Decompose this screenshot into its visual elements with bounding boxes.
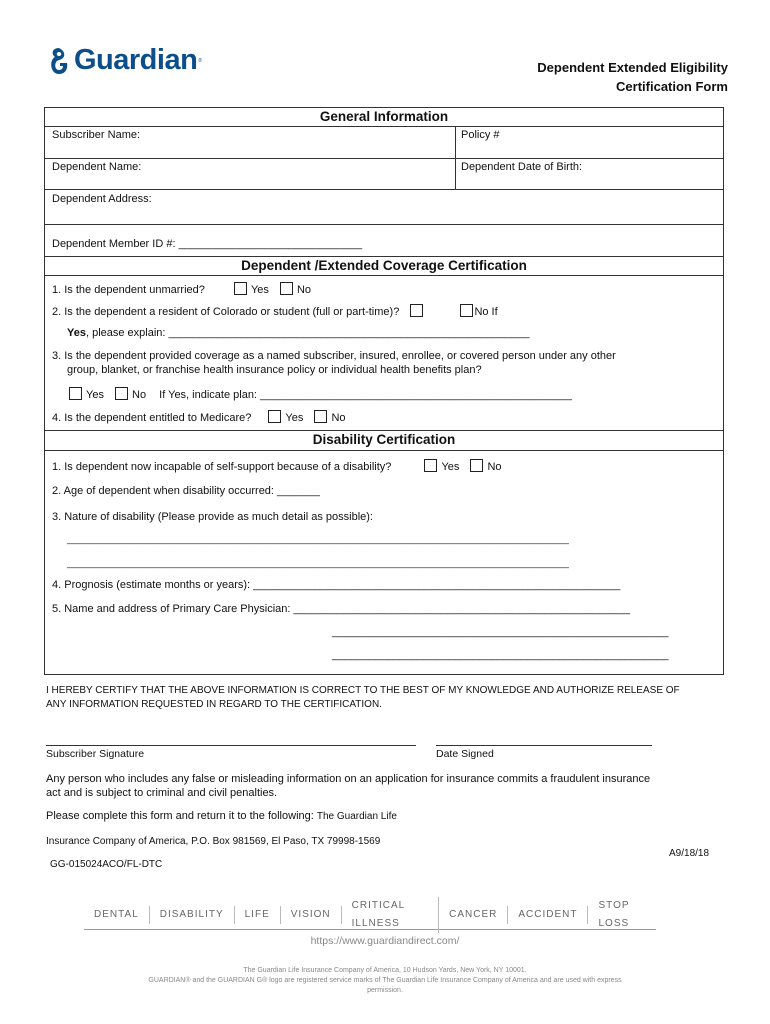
- no-label: No: [296, 284, 312, 296]
- divider: [45, 224, 723, 225]
- disability-q4-field[interactable]: 4. Prognosis (estimate months or years): ____________________________________________________________: [52, 579, 621, 591]
- disability-no-checkbox[interactable]: [470, 459, 483, 472]
- no-if-label: No If: [474, 306, 498, 318]
- if-yes-plan-field[interactable]: If Yes, indicate plan: ___________________________________________________: [159, 389, 573, 401]
- yes-label: Yes: [86, 389, 104, 401]
- guardian-logo: [48, 44, 202, 77]
- legal-notice: [100, 966, 670, 996]
- disability-heading: Disability Certification: [312, 432, 456, 447]
- nav-life[interactable]: LIFE: [235, 906, 281, 924]
- nav-disability[interactable]: DISABILITY: [150, 906, 235, 924]
- coverage-q4-text: 4. Is the dependent entitled to Medicare?: [52, 412, 252, 424]
- legal-line-3: permission.: [367, 987, 403, 994]
- divider: [45, 189, 723, 190]
- disability-q2-field[interactable]: 2. Age of dependent when disability occurred: _______: [52, 485, 320, 497]
- coverage-q4: [52, 410, 346, 424]
- signature-line[interactable]: [46, 745, 416, 746]
- coverage-q1: [52, 282, 311, 296]
- disability-q1-text: 1. Is dependent now incapable of self-support because of a disability?: [52, 461, 392, 473]
- please-explain-text: , please explain: ___________________________________________________________: [85, 327, 530, 339]
- q2-yes-checkbox[interactable]: [410, 304, 423, 317]
- yes-bold-label: Yes: [67, 327, 86, 339]
- yes-label: Yes: [250, 284, 269, 296]
- q4-yes-checkbox[interactable]: [268, 410, 281, 423]
- q3-no-checkbox[interactable]: [115, 387, 128, 400]
- disability-yes-checkbox[interactable]: [424, 459, 437, 472]
- disability-q3-blank-1[interactable]: _______________________________________________________________________________________________: [67, 534, 569, 545]
- no-label: No: [331, 412, 346, 424]
- coverage-q2: [52, 304, 498, 318]
- guardian-g-icon: [48, 46, 70, 76]
- return-line: Please complete this form and return it to the following:: [46, 810, 314, 822]
- product-nav: [84, 900, 656, 930]
- coverage-q3-line2: group, blanket, or franchise health insurance policy or individual health benefits plan?: [67, 364, 482, 376]
- disability-q5-blank-2[interactable]: _______________________________________________________: [332, 649, 669, 661]
- disability-q5-blank-1[interactable]: _______________________________________________________: [332, 626, 669, 638]
- divider: [45, 430, 723, 431]
- logo-trademark: ®: [198, 57, 202, 64]
- yes-label: Yes: [285, 412, 304, 424]
- date-signed-line[interactable]: [436, 745, 652, 746]
- divider: [45, 126, 723, 127]
- coverage-q3-options: [69, 387, 572, 401]
- coverage-q3-line1: 3. Is the dependent provided coverage as a named subscriber, insured, enrollee, or covered person under any other: [52, 350, 616, 362]
- divider: [45, 275, 723, 276]
- general-info-heading: General Information: [319, 109, 449, 124]
- no-label: No: [487, 461, 502, 473]
- subscriber-name-field[interactable]: Subscriber Name:: [52, 129, 141, 141]
- form-code: GG-015024ACO/FL-DTC: [50, 859, 163, 870]
- coverage-q1-text: 1. Is the dependent unmarried?: [52, 284, 205, 296]
- fraud-line-1: Any person who includes any false or misleading information on an application for insurance commits a fraudulent insurance: [46, 773, 651, 785]
- nav-stop-loss[interactable]: STOP LOSS: [598, 899, 630, 929]
- website-link[interactable]: https://www.guardiandirect.com/: [310, 935, 460, 947]
- certify-line-2: ANY INFORMATION REQUESTED IN REGARD TO THE CERTIFICATION.: [46, 699, 382, 710]
- nav-critical-illness[interactable]: CRITICAL ILLNESS: [342, 897, 439, 933]
- legal-line-2: GUARDIAN® and the GUARDIAN G® logo are registered service marks of The Guardian Life Insurance Company of America and are used with express: [148, 977, 622, 984]
- fraud-line-2: act and is subject to criminal and civil penalties.: [46, 787, 278, 799]
- no-label: No: [132, 389, 147, 401]
- subscriber-signature-label: Subscriber Signature: [46, 748, 145, 760]
- return-instructions: [46, 810, 397, 822]
- divider: [45, 256, 723, 257]
- dependent-address-field[interactable]: Dependent Address:: [52, 193, 152, 205]
- policy-number-field[interactable]: Policy #: [461, 129, 500, 141]
- yes-label: Yes: [441, 461, 460, 473]
- nav-cancer[interactable]: CANCER: [439, 906, 508, 924]
- disability-q5-field[interactable]: 5. Name and address of Primary Care Physician: _______________________________________________________: [52, 603, 630, 615]
- coverage-q2-text: 2. Is the dependent a resident of Colorado or student (full or part-time)?: [52, 306, 400, 318]
- coverage-q2-explain[interactable]: [67, 327, 529, 339]
- disability-q1: [52, 459, 502, 473]
- q4-no-checkbox[interactable]: [314, 410, 327, 423]
- nav-accident[interactable]: ACCIDENT: [508, 906, 588, 924]
- nav-dental[interactable]: DENTAL: [84, 906, 150, 924]
- mailing-address: Insurance Company of America, P.O. Box 981569, El Paso, TX 79998-1569: [46, 836, 381, 847]
- q1-no-checkbox[interactable]: [280, 282, 293, 295]
- title-line-2: Certification Form: [616, 79, 728, 94]
- dependent-name-field[interactable]: Dependent Name:: [52, 161, 142, 173]
- fraud-warning: [46, 772, 650, 800]
- logo-text: Guardian: [74, 44, 198, 76]
- disability-q3: 3. Nature of disability (Please provide as much detail as possible):: [52, 511, 373, 523]
- return-company: The Guardian Life: [316, 811, 397, 822]
- divider: [45, 158, 723, 159]
- q2-no-checkbox[interactable]: [460, 304, 473, 317]
- date-signed-label: Date Signed: [436, 748, 494, 760]
- divider: [45, 450, 723, 451]
- form-version: A9/18/18: [669, 848, 710, 859]
- disability-q3-blank-2[interactable]: _______________________________________________________________________________________________: [67, 558, 569, 569]
- nav-vision[interactable]: VISION: [281, 906, 342, 924]
- page-title: [537, 58, 728, 96]
- legal-line-1: The Guardian Life Insurance Company of America, 10 Hudson Yards, New York, NY 10001.: [243, 967, 527, 974]
- coverage-heading: Dependent /Extended Coverage Certification: [241, 258, 527, 273]
- certify-statement: [46, 684, 680, 712]
- q1-yes-checkbox[interactable]: [234, 282, 247, 295]
- form-box: [44, 107, 724, 675]
- member-id-field[interactable]: Dependent Member ID #: ______________________________: [52, 238, 363, 250]
- title-line-1: Dependent Extended Eligibility: [537, 60, 728, 75]
- certify-line-1: I HEREBY CERTIFY THAT THE ABOVE INFORMATION IS CORRECT TO THE BEST OF MY KNOWLEDGE AND AUTHORIZE RELEASE OF: [46, 685, 680, 696]
- dependent-dob-field[interactable]: Dependent Date of Birth:: [461, 161, 583, 173]
- q3-yes-checkbox[interactable]: [69, 387, 82, 400]
